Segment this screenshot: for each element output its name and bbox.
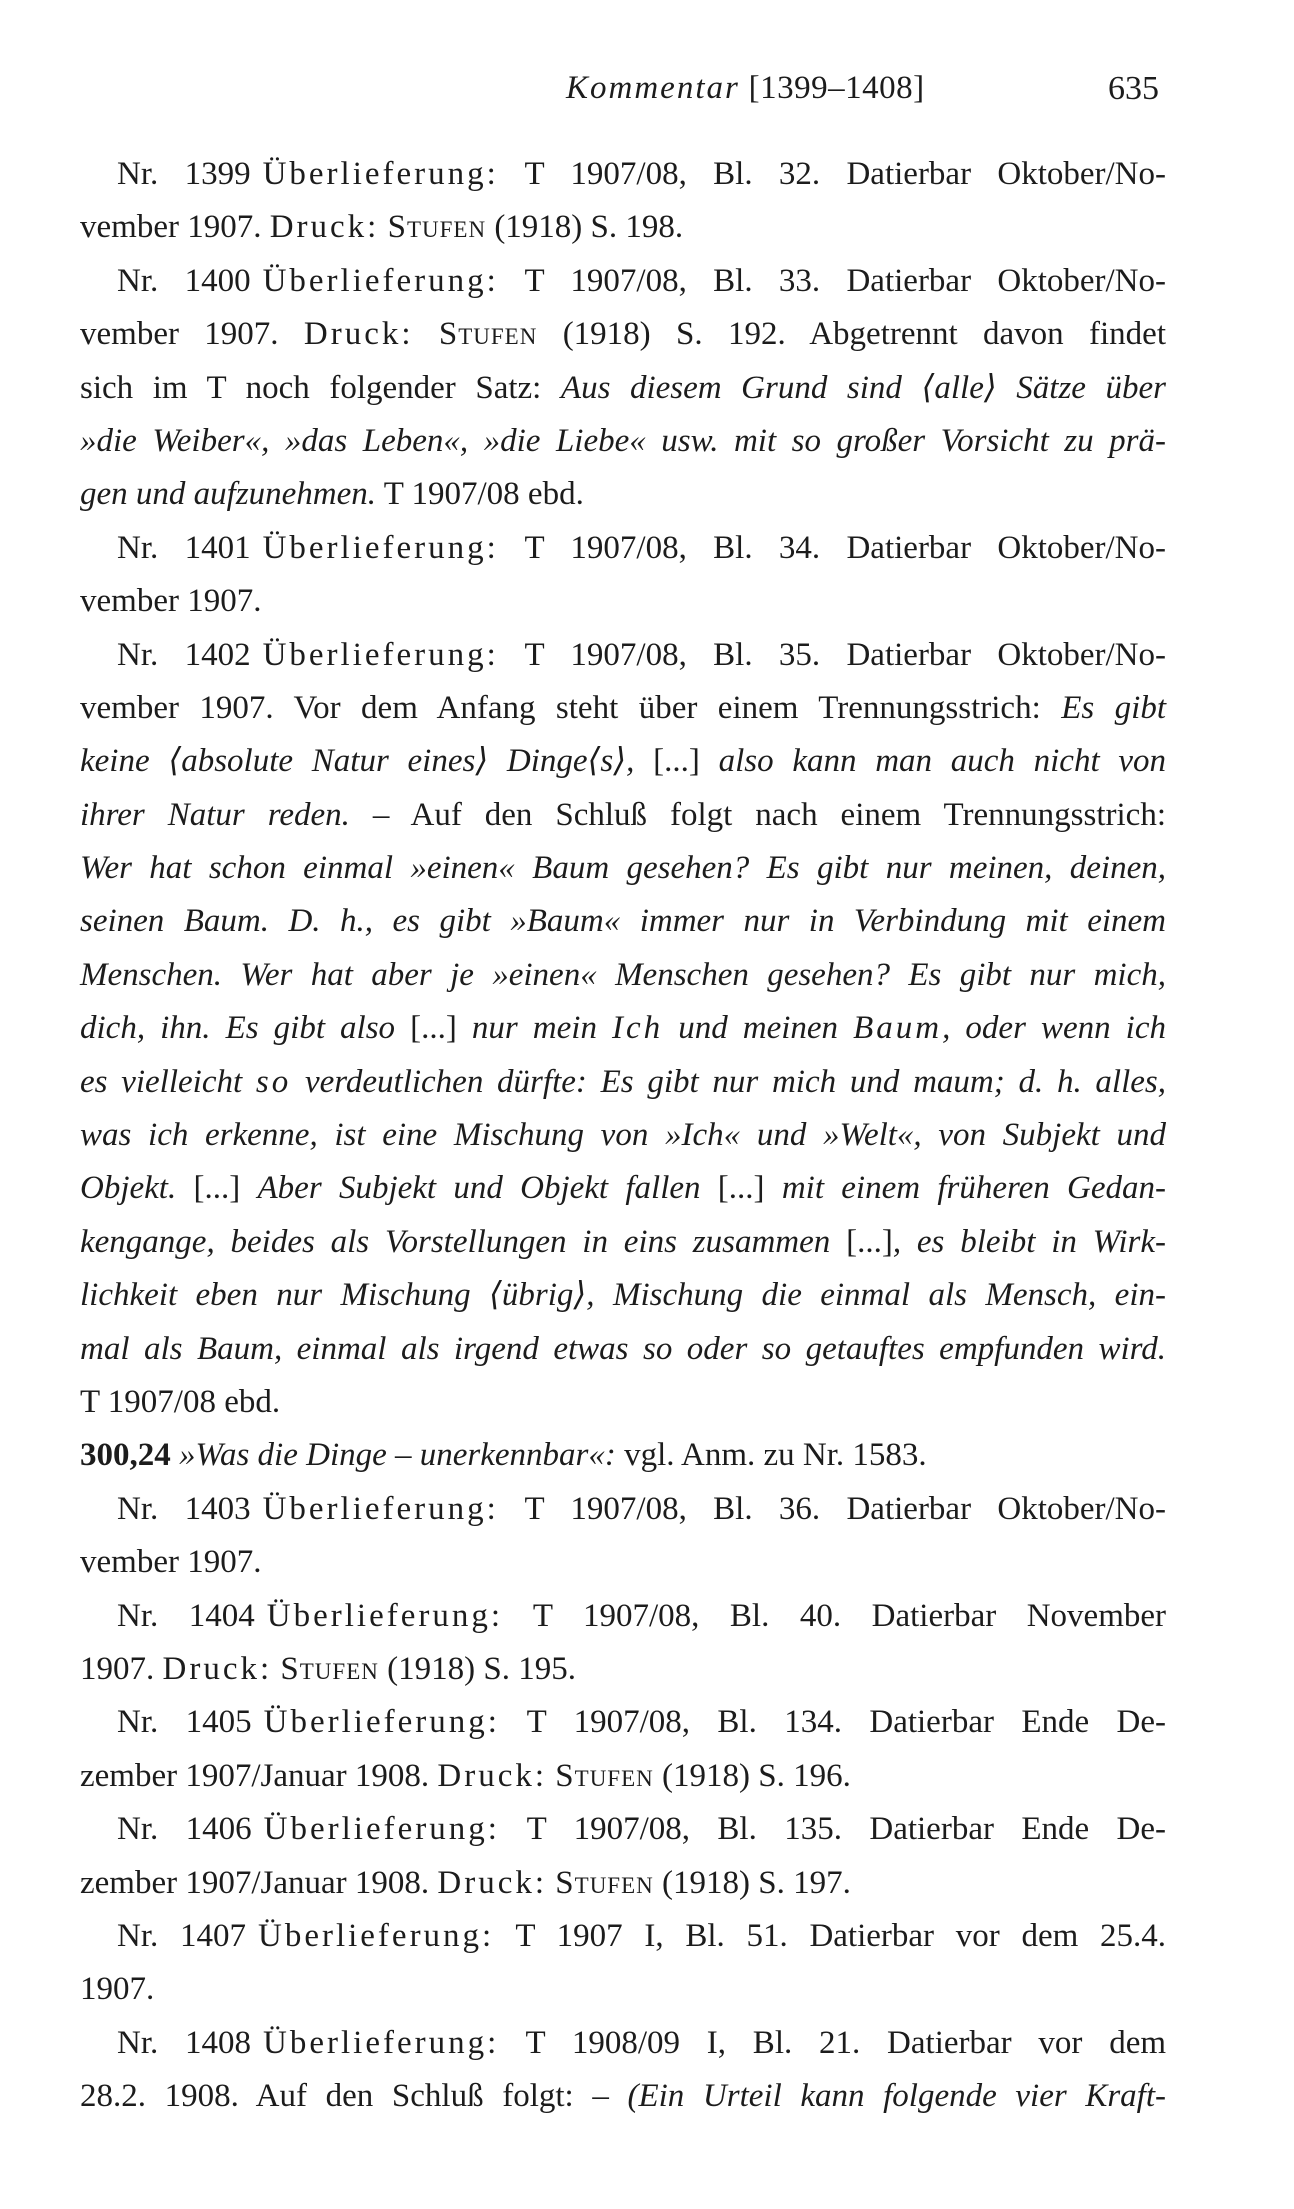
line-text: (1918) S. 195. xyxy=(378,1650,576,1687)
ellipsis: [...] xyxy=(634,743,719,780)
line-text: T 1907/08 ebd. xyxy=(376,476,584,513)
quotation: Es gibt xyxy=(1061,689,1166,726)
space xyxy=(379,209,387,245)
entry-1400-line-2 xyxy=(80,308,1166,361)
entry-1402-line-10 xyxy=(80,1109,1166,1162)
entry-number: Nr. 1407 xyxy=(117,1917,246,1954)
source-stufen: Stufen xyxy=(280,1650,379,1687)
quotation: Aber Subjekt und Objekt fallen xyxy=(257,1170,701,1207)
spaced-word-baum: Baum xyxy=(853,1010,943,1047)
line-text: T 1907/08, Bl. 40. Datierbar November xyxy=(503,1597,1167,1634)
label-ueberlieferung: Überlieferung: xyxy=(262,529,499,566)
label-druck: Druck: xyxy=(437,1864,548,1901)
line-text: 1907. xyxy=(80,1650,163,1687)
entry-1402-line-2 xyxy=(80,682,1166,735)
running-title-range: [1399–1408] xyxy=(748,70,925,106)
entry-1406-line-2 xyxy=(80,1857,1166,1910)
label-ueberlieferung: Überlieferung: xyxy=(257,1917,495,1954)
line-text: (1918) S. 198. xyxy=(486,209,684,246)
entry-1402-line-11 xyxy=(80,1162,1166,1215)
entry-1402-line-7 xyxy=(80,949,1166,1002)
quotation: dich, ihn. Es gibt also xyxy=(80,1010,396,1047)
entry-1402-line-6 xyxy=(80,895,1166,948)
line-text: T 1907 I, Bl. 51. Datierbar vor dem 25.4. xyxy=(494,1917,1167,1954)
quotation: und meinen xyxy=(663,1010,854,1047)
line-text: T 1907/08, Bl. 33. Datierbar Oktober/No- xyxy=(498,262,1167,299)
label-druck: Druck: xyxy=(162,1650,273,1687)
line-text: (1918) S. 196. xyxy=(653,1757,851,1794)
quotation: mal als Baum, einmal als irgend etwas so oder so getauftes empfunden wird. xyxy=(80,1330,1166,1367)
line-text: vember 1907. xyxy=(80,583,262,620)
label-druck: Druck: xyxy=(437,1757,548,1794)
label-ueberlieferung: Überlieferung: xyxy=(262,1490,499,1527)
label-ueberlieferung: Überlieferung: xyxy=(262,156,499,192)
entry-1400-line-4 xyxy=(80,415,1166,468)
line-text: vember 1907. xyxy=(80,316,304,353)
spaced-word-ich: Ich xyxy=(612,1010,664,1047)
quotation: lichkeit eben nur Mischung ⟨übrig⟩, Mischung die einmal als Mensch, ein- xyxy=(80,1277,1166,1314)
label-ueberlieferung: Überlieferung: xyxy=(263,2024,500,2061)
line-text: 28.2. 1908. Auf den Schluß folgt: – xyxy=(80,2078,628,2115)
line-text: vember 1907. Vor dem Anfang steht über einem Trennungsstrich: xyxy=(80,689,1062,726)
lemma-text: »Was die Dinge – unerkennbar«: xyxy=(179,1437,616,1474)
entry-1402-line-3 xyxy=(80,735,1166,788)
line-text: – Auf den Schluß folgt nach einem Trennungsstrich: xyxy=(349,796,1166,833)
entry-1401-line-1 xyxy=(80,522,1166,575)
line-text: T 1907/08, Bl. 35. Datierbar Oktober/No- xyxy=(498,636,1167,673)
entry-1399-line-1 xyxy=(80,148,1166,201)
quotation: gen und aufzunehmen. xyxy=(80,476,377,513)
source-stufen: Stufen xyxy=(555,1864,654,1901)
entry-1400-line-3 xyxy=(80,362,1166,415)
quotation: Aus diesem Grund sind ⟨alle⟩ Sätze über xyxy=(560,369,1166,406)
entry-1402-line-13 xyxy=(80,1269,1166,1322)
line-text: vgl. Anm. zu Nr. 1583. xyxy=(615,1437,927,1474)
entry-1402-line-1 xyxy=(80,629,1166,682)
entry-1400-line-1 xyxy=(80,255,1166,308)
line-text: T 1907/08, Bl. 32. Datierbar Oktober/No- xyxy=(498,156,1167,192)
quotation: , es bleibt in Wirk- xyxy=(892,1223,1166,1260)
entry-1402-line-12 xyxy=(80,1216,1166,1269)
entry-1407-line-1 xyxy=(80,1910,1166,1963)
label-ueberlieferung: Überlieferung: xyxy=(262,262,499,299)
line-text: sich im T noch folgender Satz: xyxy=(80,369,561,406)
line-text: vember 1907. xyxy=(80,1544,262,1581)
entry-1401-line-2 xyxy=(80,575,1166,628)
entry-1403-line-2 xyxy=(80,1536,1166,1589)
quotation: Objekt. xyxy=(80,1170,177,1207)
quotation: Wer hat schon einmal »einen« Baum gesehen? Es gibt nur meinen, deinen, xyxy=(80,850,1166,887)
entry-1399-line-2 xyxy=(80,201,1166,254)
running-title-word: Kommentar xyxy=(566,70,740,106)
entry-number: Nr. 1404 xyxy=(117,1597,255,1634)
quotation: es vielleicht xyxy=(80,1063,256,1100)
quotation: also kann man auch nicht von xyxy=(718,743,1166,780)
commentary-body xyxy=(80,148,1166,2123)
entry-number: Nr. 1406 xyxy=(117,1811,252,1848)
entry-1402-line-15 xyxy=(80,1376,1166,1429)
line-text: T 1907/08, Bl. 34. Datierbar Oktober/No- xyxy=(498,529,1167,566)
entry-number: Nr. 1401 xyxy=(117,529,251,566)
ellipsis: [...] xyxy=(830,1223,893,1260)
entry-1402-line-4 xyxy=(80,789,1166,842)
quotation: ihrer Natur reden. xyxy=(80,796,350,833)
label-druck: Druck: xyxy=(303,316,414,353)
line-text: (1918) S. 197. xyxy=(653,1864,851,1901)
line-text: zember 1907/Januar 1908. xyxy=(80,1864,438,1901)
quotation: verdeutlichen dürfte: Es gibt nur mich und maum; d. h. alles, xyxy=(291,1063,1167,1100)
entry-number: Nr. 1403 xyxy=(117,1490,251,1527)
quotation: nur mein xyxy=(471,1010,613,1047)
line-text: T 1908/09 I, Bl. 21. Datierbar vor dem xyxy=(499,2024,1167,2061)
entry-1402-line-9 xyxy=(80,1056,1166,1109)
source-stufen: Stufen xyxy=(387,209,487,246)
entry-1406-line-1 xyxy=(80,1803,1166,1856)
line-text: T 1907/08, Bl. 134. Datierbar Ende De- xyxy=(499,1704,1166,1741)
entry-1402-line-14 xyxy=(80,1323,1166,1376)
quotation: mit einem früheren Gedan- xyxy=(781,1170,1167,1207)
quotation: , oder wenn ich xyxy=(942,1010,1167,1047)
quotation: Menschen. Wer hat aber je »einen« Menschen gesehen? Es gibt nur mich, xyxy=(80,956,1166,993)
entry-1403-line-1 xyxy=(80,1483,1166,1536)
running-header xyxy=(0,62,1294,122)
lemma-reference: 300,24 xyxy=(80,1437,171,1474)
ellipsis: [...] xyxy=(176,1170,258,1207)
lemma-300-24 xyxy=(80,1429,1166,1482)
quotation: seinen Baum. D. h., es gibt »Baum« immer nur in Verbindung mit einem xyxy=(80,903,1166,940)
entry-number: Nr. 1399 xyxy=(117,156,251,192)
line-text: zember 1907/Januar 1908. xyxy=(80,1757,438,1794)
line-text: T 1907/08 ebd. xyxy=(80,1383,281,1420)
entry-1402-line-8 xyxy=(80,1002,1166,1055)
entry-number: Nr. 1402 xyxy=(117,636,251,673)
line-text: 1907. xyxy=(80,1971,155,2008)
entry-1402-line-5 xyxy=(80,842,1166,895)
label-ueberlieferung: Überlieferung: xyxy=(263,1704,500,1741)
line-text: T 1907/08, Bl. 135. Datierbar Ende De- xyxy=(499,1811,1166,1848)
label-druck: Druck: xyxy=(269,209,380,246)
entry-number: Nr. 1408 xyxy=(117,2024,252,2061)
label-ueberlieferung: Überlieferung: xyxy=(262,636,499,673)
entry-1405-line-2 xyxy=(80,1750,1166,1803)
ellipsis: [...] xyxy=(395,1010,472,1047)
entry-1408-line-2 xyxy=(80,2070,1166,2123)
line-text: (1918) S. 192. Abgetrennt davon findet xyxy=(537,316,1166,353)
entry-1407-line-2 xyxy=(80,1963,1166,2016)
spaced-word-so: so xyxy=(255,1063,292,1100)
quotation: (Ein Urteil kann folgende vier Kraft- xyxy=(627,2078,1167,2115)
entry-1408-line-1 xyxy=(80,2017,1166,2070)
entry-1400-line-5 xyxy=(80,468,1166,521)
entry-1405-line-1 xyxy=(80,1696,1166,1749)
quotation: »die Weiber«, »das Leben«, »die Liebe« usw. mit so großer Vorsicht zu prä- xyxy=(80,422,1166,459)
entry-1404-line-1 xyxy=(80,1590,1166,1643)
source-stufen: Stufen xyxy=(438,316,538,353)
entry-number: Nr. 1405 xyxy=(117,1704,252,1741)
quotation: kengange, beides als Vorstellungen in eins zusammen xyxy=(80,1223,831,1260)
ellipsis: [...] xyxy=(700,1170,782,1207)
quotation: keine ⟨absolute Natur eines⟩ Dinge⟨s⟩, xyxy=(80,743,635,780)
line-text: T 1907/08, Bl. 36. Datierbar Oktober/No- xyxy=(498,1490,1167,1527)
space xyxy=(414,316,439,352)
running-title xyxy=(566,70,925,107)
entry-1404-line-2 xyxy=(80,1643,1166,1696)
page-number: 635 xyxy=(1108,70,1159,107)
entry-number: Nr. 1400 xyxy=(117,262,251,299)
label-ueberlieferung: Überlieferung: xyxy=(266,1597,504,1634)
line-text: vember 1907. xyxy=(80,209,270,246)
label-ueberlieferung: Überlieferung: xyxy=(263,1811,500,1848)
source-stufen: Stufen xyxy=(555,1757,654,1794)
quotation: was ich erkenne, ist eine Mischung von »Ich« und »Welt«, von Subjekt und xyxy=(80,1117,1166,1154)
